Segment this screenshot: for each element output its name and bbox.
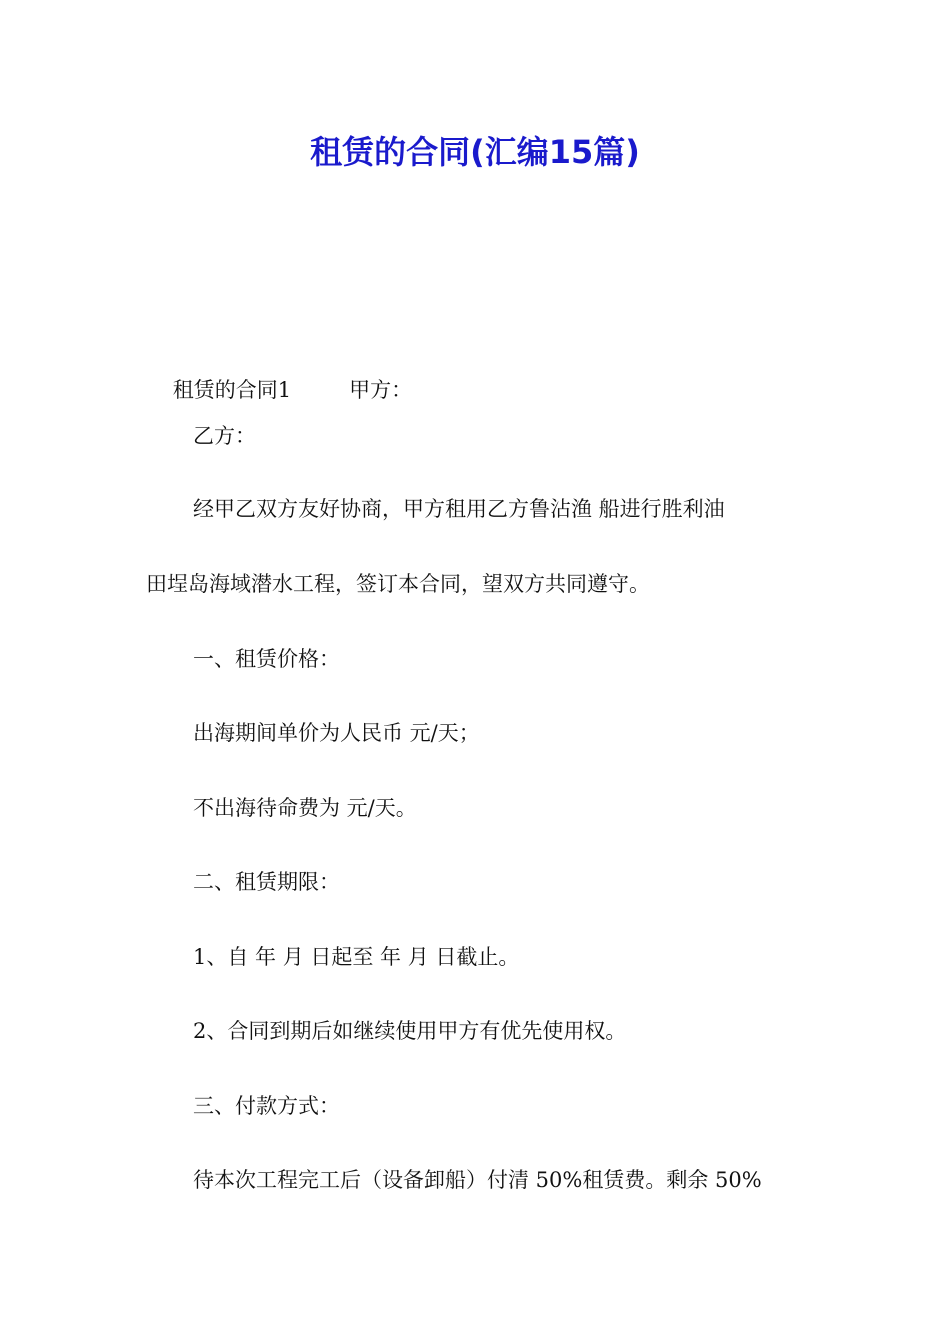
paragraph-line: 1、自 年 月 日起至 年 月 日截止。 [193,945,520,969]
paragraph-line: 出海期间单价为人民币 元/天； [193,721,480,745]
party-a-label: 甲方： [349,378,413,402]
paragraph-line: 待本次工程完工后（设备卸船）付清 50%租赁费。剩余 50% [193,1168,762,1192]
section-heading: 三、付款方式： [193,1094,340,1118]
paragraph-line: 田埕岛海域潜水工程，签订本合同，望双方共同遵守。 [146,572,650,596]
paragraph-line: 经甲乙双方友好协商，甲方租用乙方鲁沾渔 船进行胜利油 [193,497,725,521]
section-heading: 二、租赁期限： [193,870,340,894]
paragraph-line: 不出海待命费为 元/天。 [193,796,417,820]
contract-heading-line [146,345,412,435]
contract-number-label: 租赁的合同1 [172,378,292,402]
section-heading: 一、租赁价格： [193,647,340,671]
party-b-label: 乙方： [193,424,256,448]
paragraph-line: 2、合同到期后如继续使用甲方有优先使用权。 [193,1019,627,1043]
document-title: 租赁的合同(汇编15篇) [310,133,640,171]
